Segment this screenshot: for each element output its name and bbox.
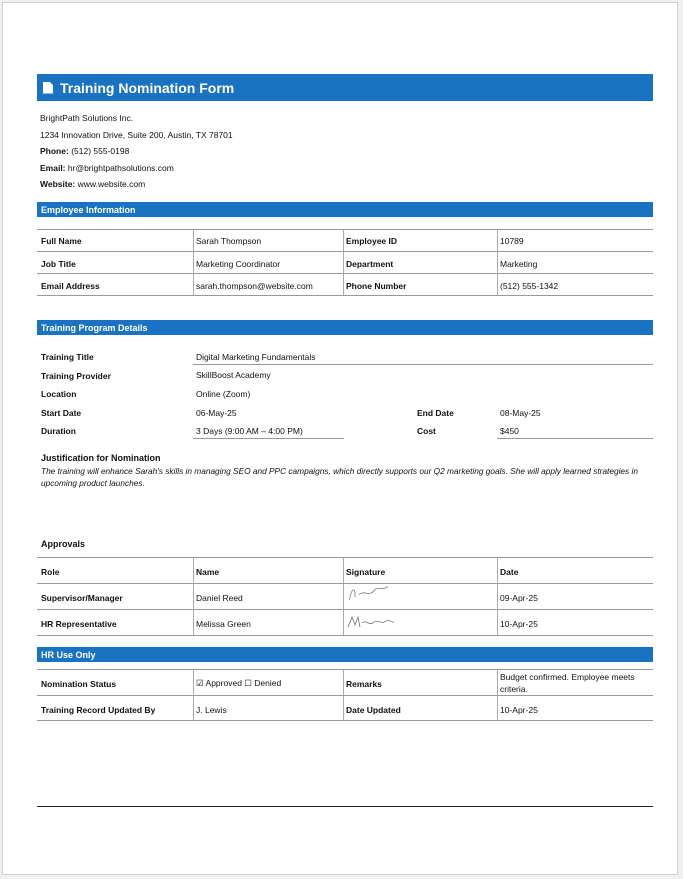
divider [37, 273, 653, 274]
justification-line-2: upcoming product launches. [41, 478, 145, 488]
divider [37, 669, 653, 670]
approved-label: Approved [205, 678, 242, 688]
duration-label: Duration [41, 426, 76, 436]
approval-date: 10-Apr-25 [500, 619, 538, 629]
training-provider-label: Training Provider [41, 371, 111, 381]
job-title-value: Marketing Coordinator [196, 259, 281, 269]
employee-id-value: 10789 [500, 236, 524, 246]
nomination-status-label: Nomination Status [41, 679, 117, 689]
remarks-label: Remarks [346, 679, 382, 689]
employee-email-value: sarah.thompson@website.com [196, 281, 313, 291]
divider [37, 295, 653, 296]
remarks-line-2: criteria. [500, 684, 528, 694]
footer-rule [37, 806, 653, 807]
divider [37, 695, 653, 696]
form-title-bar [37, 74, 653, 101]
divider [193, 669, 194, 720]
hr-section-header: HR Use Only [37, 647, 653, 662]
approvals-header-role: Role [41, 567, 60, 577]
divider [497, 438, 653, 439]
justification-heading: Justification for Nomination [41, 453, 161, 463]
approvals-header-name: Name [196, 567, 220, 577]
location-value: Online (Zoom) [196, 389, 251, 399]
start-date-label: Start Date [41, 408, 82, 418]
employee-id-label: Employee ID [346, 236, 398, 246]
divider [497, 669, 498, 720]
employee-email-label: Email Address [41, 281, 100, 291]
cost-label: Cost [417, 426, 436, 436]
remarks-line-1: Budget confirmed. Employee meets [500, 672, 635, 682]
company-email [40, 163, 174, 173]
end-date-label: End Date [417, 408, 454, 418]
email-value: hr@brightpathsolutions.com [67, 163, 174, 173]
divider [37, 720, 653, 721]
approval-date: 09-Apr-25 [500, 593, 538, 603]
form-title: Training Nomination Form [60, 79, 235, 96]
department-label: Department [346, 259, 394, 269]
phone-number-value: (512) 555-1342 [500, 281, 559, 291]
duration-value: 3 Days (9:00 AM – 4:00 PM) [196, 426, 303, 436]
full-name-label: Full Name [41, 236, 82, 246]
approval-name: Daniel Reed [196, 593, 243, 603]
date-updated-label: Date Updated [346, 705, 401, 715]
nomination-status-options [196, 678, 281, 689]
divider [193, 229, 194, 295]
full-name-value: Sarah Thompson [196, 236, 262, 246]
updated-by-value: J. Lewis [196, 705, 227, 715]
denied-checkbox[interactable]: ☐ [244, 678, 252, 688]
employee-section-header: Employee Information [37, 202, 653, 217]
job-title-label: Job Title [41, 259, 76, 269]
approvals-heading: Approvals [41, 539, 86, 549]
start-date-value: 06-May-25 [196, 408, 237, 418]
divider [37, 251, 653, 252]
approval-name: Melissa Green [196, 619, 251, 629]
company-name: BrightPath Solutions Inc. [40, 113, 134, 123]
email-label: Email: [40, 163, 66, 173]
document-icon [43, 82, 53, 94]
company-address: 1234 Innovation Drive, Suite 200, Austin, TX 78701 [40, 130, 233, 140]
approvals-header-date: Date [500, 567, 519, 577]
phone-label: Phone: [40, 146, 69, 156]
website-label: Website: [40, 179, 76, 189]
divider [497, 229, 498, 295]
website-value: www.website.com [77, 179, 146, 189]
approval-role: HR Representative [41, 619, 117, 629]
cost-value: $450 [500, 426, 519, 436]
training-section-header: Training Program Details [37, 320, 653, 335]
phone-value: (512) 555-0198 [71, 146, 130, 156]
approved-checkbox[interactable]: ☑ [196, 678, 204, 688]
divider [37, 557, 653, 558]
divider [37, 229, 653, 230]
department-value: Marketing [500, 259, 538, 269]
divider [497, 557, 498, 635]
company-website [40, 179, 145, 189]
divider [343, 229, 344, 295]
approvals-header-signature: Signature [346, 567, 386, 577]
updated-by-label: Training Record Updated By [41, 705, 156, 715]
divider [193, 364, 653, 365]
location-label: Location [41, 389, 77, 399]
phone-number-label: Phone Number [346, 281, 407, 291]
end-date-value: 08-May-25 [500, 408, 541, 418]
denied-label: Denied [254, 678, 282, 688]
justification-line-1: The training will enhance Sarah's skills in managing SEO and PPC campaigns, which directly supports our Q2 marketing goals. She will apply learned strategies in [41, 466, 638, 476]
divider [37, 635, 653, 636]
divider [193, 438, 344, 439]
divider [37, 583, 653, 584]
divider [343, 557, 344, 635]
company-phone [40, 146, 129, 156]
divider [343, 669, 344, 720]
date-updated-value: 10-Apr-25 [500, 705, 538, 715]
divider [37, 609, 653, 610]
training-provider-value: SkillBoost Academy [196, 370, 271, 380]
training-title-label: Training Title [41, 352, 94, 362]
training-title-value: Digital Marketing Fundamentals [196, 352, 316, 362]
divider [193, 557, 194, 635]
approval-role: Supervisor/Manager [41, 593, 123, 603]
